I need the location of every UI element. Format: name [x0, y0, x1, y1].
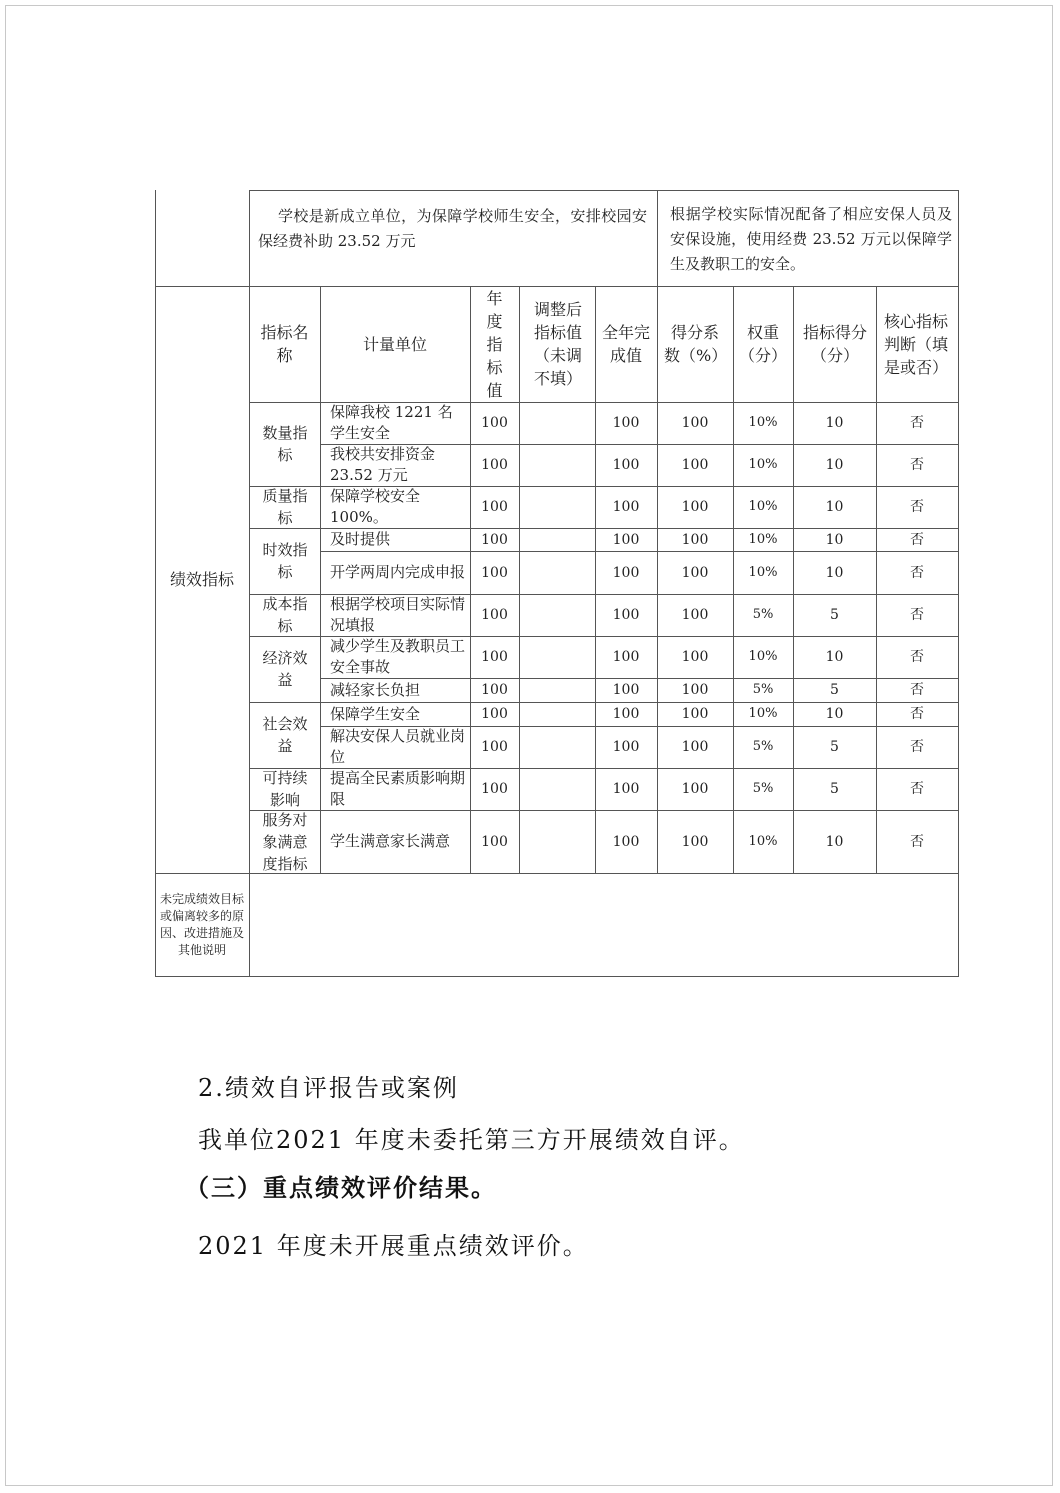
cell-score-coef: 100	[681, 833, 709, 850]
cell-weight: 10%	[748, 531, 778, 547]
cell-score: 10	[825, 531, 844, 548]
column-line	[793, 286, 794, 873]
cell-complete-value: 100	[612, 457, 640, 473]
cell-annual-value: 100	[481, 781, 508, 797]
column-line	[733, 286, 734, 873]
cell-adjusted-value	[519, 678, 595, 702]
section-title-self-evaluation: 2.绩效自评报告或案例	[198, 1074, 459, 1102]
cell-score: 10	[825, 706, 844, 722]
group-quantity: 数量指标	[262, 424, 308, 464]
cell-score-coef: 100	[681, 781, 709, 797]
cell-annual-value: 100	[481, 739, 508, 755]
table-top-border	[249, 190, 959, 191]
cell-core: 否	[910, 457, 924, 473]
cell-complete-value: 100	[612, 607, 640, 623]
cell-unit: 学生满意家长满意	[330, 832, 451, 850]
cell-adjusted-value	[519, 444, 595, 486]
header-top-border	[155, 286, 959, 287]
cell-annual-value: 100	[481, 415, 508, 431]
cell-score: 10	[825, 833, 844, 850]
row-line	[249, 768, 959, 769]
cell-annual-value: 100	[481, 499, 508, 515]
cell-unit: 保障学校安全 100%。	[330, 487, 421, 526]
cell-weight: 10%	[748, 564, 778, 580]
header-unit: 计量单位	[362, 334, 427, 354]
group-social: 社会效益	[262, 715, 308, 755]
cell-score-coef: 100	[681, 649, 709, 665]
cell-complete-value: 100	[612, 781, 640, 797]
cell-score-coef: 100	[681, 682, 709, 698]
cell-weight: 5%	[752, 781, 774, 796]
row-line	[249, 702, 959, 703]
header-score-coef: 得分系数（%）	[664, 323, 728, 365]
cell-complete-value: 100	[612, 706, 640, 722]
cell-annual-value: 100	[481, 649, 508, 665]
cell-score-coef: 100	[681, 706, 709, 722]
cell-complete-value: 100	[612, 649, 640, 665]
cell-score: 10	[825, 564, 844, 581]
cell-weight: 10%	[748, 499, 778, 514]
cell-core: 否	[910, 607, 924, 623]
cell-core: 否	[910, 682, 924, 698]
header-core: 核心指标判断（填是或否）	[884, 311, 949, 377]
section-label: 绩效指标	[169, 569, 234, 589]
cell-core: 否	[910, 739, 924, 755]
cell-adjusted-value	[519, 594, 595, 636]
row-line	[320, 444, 959, 445]
row-line	[249, 636, 959, 637]
column-line	[320, 286, 321, 873]
cell-adjusted-value	[519, 810, 595, 873]
row-line	[320, 726, 959, 727]
cell-unit: 保障学生安全	[330, 704, 421, 723]
header-adjusted-value: 调整后指标值（未调不填）	[533, 300, 582, 388]
row-line	[249, 594, 959, 595]
cell-score: 5	[830, 781, 839, 797]
cell-core: 否	[910, 415, 924, 431]
row-line	[249, 528, 959, 529]
header-bottom-border	[249, 402, 959, 403]
cell-adjusted-value	[519, 768, 595, 810]
cell-score: 5	[830, 682, 839, 698]
cell-unit: 根据学校项目实际情况填报	[330, 595, 466, 634]
cell-weight: 10%	[748, 457, 778, 472]
top-left-description: 学校是新成立单位，为保障学校师生安全，安排校园安保经费补助 23.52 万元	[258, 207, 647, 250]
row-line	[249, 810, 959, 811]
cell-adjusted-value	[519, 551, 595, 594]
top-right-description: 根据学校实际情况配备了相应安保人员及安保设施，使用经费 23.52 万元以保障学生及教职工的安全。	[670, 205, 952, 273]
cell-score: 5	[830, 607, 839, 623]
cell-score-coef: 100	[681, 457, 709, 473]
cell-adjusted-value	[519, 486, 595, 528]
top-section-divider	[657, 190, 658, 286]
self-evaluation-text: 我单位2021 年度未委托第三方开展绩效自评。	[198, 1126, 745, 1154]
cell-annual-value: 100	[481, 457, 508, 473]
footer-label: 未完成绩效目标或偏离较多的原因、改进措施及其他说明	[159, 891, 244, 957]
cell-complete-value: 100	[612, 531, 640, 548]
key-evaluation-text: 2021 年度未开展重点绩效评价。	[198, 1232, 589, 1260]
cell-weight: 5%	[752, 682, 774, 697]
row-line	[320, 678, 959, 679]
cell-core: 否	[910, 499, 924, 515]
cell-weight: 10%	[748, 706, 778, 721]
cell-unit: 及时提供	[330, 530, 391, 548]
header-annual-value: 年度指标值	[486, 288, 503, 400]
header-indicator-name: 指标名称	[260, 323, 309, 365]
cell-score: 10	[825, 415, 844, 431]
cell-unit: 我校共安排资金 23.52 万元	[330, 445, 436, 484]
cell-unit: 减轻家长负担	[330, 680, 421, 699]
footer-top-border	[155, 873, 959, 874]
cell-annual-value: 100	[481, 607, 508, 623]
row-line	[249, 486, 959, 487]
cell-adjusted-value	[519, 702, 595, 726]
column-line	[595, 286, 596, 873]
cell-annual-value: 100	[481, 833, 508, 850]
cell-annual-value: 100	[481, 682, 508, 698]
header-score: 指标得分（分）	[802, 323, 867, 365]
header-complete-value: 全年完成值	[602, 323, 651, 365]
section-title-key-evaluation: （三）重点绩效评价结果。	[185, 1173, 497, 1202]
cell-weight: 5%	[752, 739, 774, 754]
cell-complete-value: 100	[612, 833, 640, 850]
cell-unit: 提高全民素质影响期限	[330, 769, 466, 808]
cell-weight: 10%	[748, 833, 778, 849]
cell-core: 否	[910, 706, 924, 722]
cell-core: 否	[910, 531, 924, 548]
table-bottom-border	[155, 976, 959, 977]
row-line	[320, 551, 959, 552]
footer-value	[250, 873, 958, 976]
cell-score-coef: 100	[681, 415, 709, 431]
column-line	[876, 286, 877, 873]
group-sustainable: 可持续影响	[262, 769, 308, 809]
cell-weight: 5%	[752, 607, 774, 622]
cell-score: 10	[825, 649, 844, 665]
cell-core: 否	[910, 833, 924, 850]
cell-score: 5	[830, 739, 839, 755]
cell-complete-value: 100	[612, 564, 640, 581]
group-cost: 成本指标	[262, 595, 308, 635]
group-economic: 经济效益	[262, 649, 308, 689]
label-column-border	[249, 190, 250, 976]
cell-score-coef: 100	[681, 499, 709, 515]
cell-adjusted-value	[519, 726, 595, 768]
group-timeliness: 时效指标	[262, 541, 308, 581]
cell-unit: 开学两周内完成申报	[330, 563, 466, 581]
cell-complete-value: 100	[612, 682, 640, 698]
cell-core: 否	[910, 564, 924, 581]
cell-unit: 保障我校 1221 名学生安全	[330, 403, 453, 442]
cell-adjusted-value	[519, 528, 595, 551]
cell-score-coef: 100	[681, 739, 709, 755]
cell-score: 10	[825, 457, 844, 473]
table-left-border	[155, 190, 156, 976]
cell-annual-value: 100	[481, 531, 508, 548]
cell-score: 10	[825, 499, 844, 515]
cell-core: 否	[910, 649, 924, 665]
group-satisfaction: 服务对象满意度指标	[262, 810, 308, 873]
cell-complete-value: 100	[612, 739, 640, 755]
cell-weight: 10%	[748, 415, 778, 430]
cell-annual-value: 100	[481, 564, 508, 581]
cell-weight: 10%	[748, 649, 778, 664]
cell-complete-value: 100	[612, 499, 640, 515]
header-weight: 权重（分）	[739, 323, 788, 365]
column-line	[657, 286, 658, 873]
cell-score-coef: 100	[681, 607, 709, 623]
cell-core: 否	[910, 781, 924, 797]
column-line	[470, 286, 471, 873]
cell-complete-value: 100	[612, 415, 640, 431]
cell-adjusted-value	[519, 636, 595, 678]
group-quality: 质量指标	[262, 487, 308, 527]
cell-annual-value: 100	[481, 706, 508, 722]
cell-unit: 减少学生及教职员工安全事故	[330, 637, 466, 676]
cell-unit: 解决安保人员就业岗位	[330, 727, 466, 766]
column-line	[519, 286, 520, 873]
table-right-border	[958, 190, 959, 976]
cell-adjusted-value	[519, 402, 595, 444]
cell-score-coef: 100	[681, 531, 709, 548]
cell-score-coef: 100	[681, 564, 709, 581]
